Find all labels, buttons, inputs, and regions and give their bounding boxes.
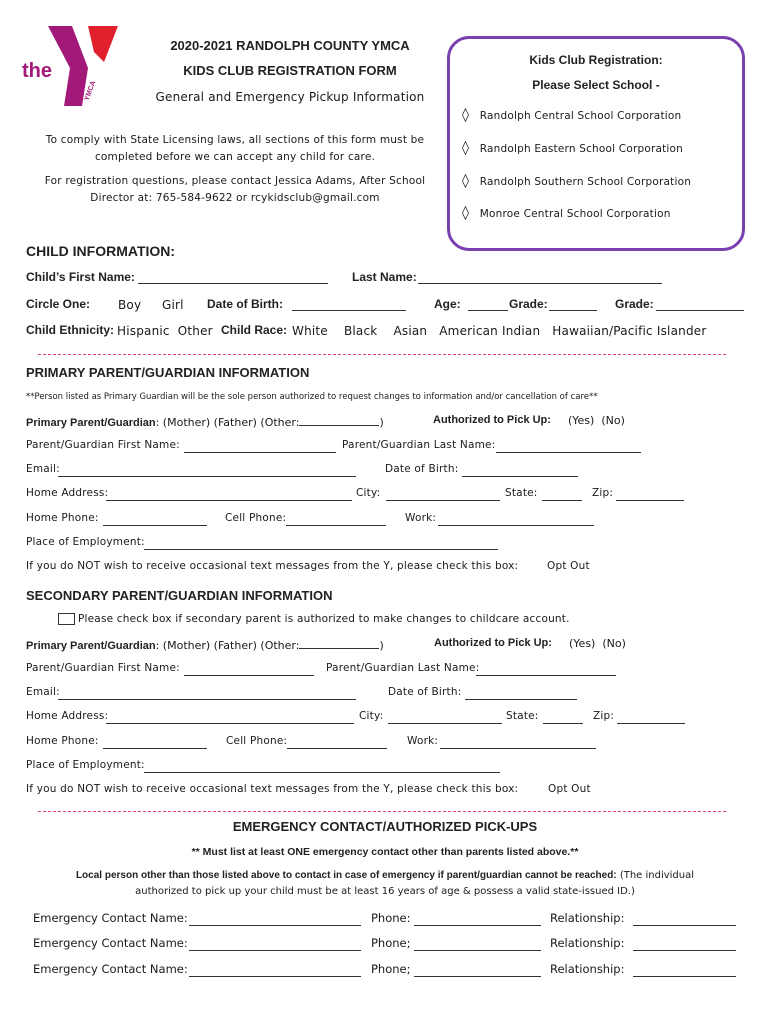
secondary-home-phone-label: Home Phone:: [26, 735, 99, 747]
child-first-name-field[interactable]: [138, 272, 328, 284]
child-first-name-label: Child’s First Name:: [26, 270, 135, 284]
ethnicity-options[interactable]: Hispanic Other: [117, 324, 213, 338]
diamond-icon: ◊: [462, 107, 470, 123]
child-grade2-field[interactable]: [656, 299, 744, 311]
emergency-name-label: Emergency Contact Name:: [33, 962, 188, 976]
primary-first-name-label: Parent/Guardian First Name:: [26, 439, 180, 451]
secondary-email-field[interactable]: [58, 688, 356, 700]
emergency-phone-label: Phone;: [371, 962, 411, 976]
secondary-auth-checkbox[interactable]: [58, 613, 75, 625]
emergency-name-field[interactable]: [189, 939, 361, 951]
child-dob-label: Date of Birth:: [207, 297, 283, 311]
diamond-icon: ◊: [462, 173, 470, 189]
secondary-state-label: State:: [506, 710, 539, 722]
child-last-name-label: Last Name:: [352, 270, 417, 284]
secondary-employment-label: Place of Employment:: [26, 759, 145, 771]
emergency-rel-field[interactable]: [633, 914, 736, 926]
emergency-local-note-2: authorized to pick up your child must be at least 16 years of age & possess a valid state-issued ID.): [135, 886, 635, 897]
emergency-row: [33, 911, 188, 925]
guardian-options[interactable]: : (Mother) (Father) (Other:: [155, 416, 300, 429]
secondary-auth-options[interactable]: (Yes) (No): [569, 637, 626, 650]
child-grade-label: Grade:: [509, 297, 548, 311]
contact-line: Director at: 765-584-9622 or rcykidsclub@gmail.com: [90, 192, 380, 204]
primary-home-phone-label: Home Phone:: [26, 512, 99, 524]
school-box-title: Kids Club Registration:: [529, 53, 663, 67]
primary-dob-field[interactable]: [462, 465, 578, 477]
emergency-name-field[interactable]: [189, 914, 361, 926]
child-age-field[interactable]: [468, 299, 508, 311]
primary-last-name-field[interactable]: [496, 441, 641, 453]
emergency-phone-label: Phone:: [371, 911, 411, 925]
child-dob-field[interactable]: [292, 299, 406, 311]
section-divider: [38, 354, 726, 355]
secondary-address-label: Home Address:: [26, 710, 109, 722]
emergency-row: [33, 962, 188, 976]
primary-address-label: Home Address:: [26, 487, 109, 499]
secondary-check-note: Please check box if secondary parent is authorized to make changes to childcare account.: [78, 613, 570, 625]
primary-employment-field[interactable]: [144, 538, 498, 550]
secondary-text-opt: If you do NOT wish to receive occasional text messages from the Y, please check this box:: [26, 783, 519, 795]
emergency-phone-label: Phone;: [371, 936, 411, 950]
secondary-last-name-field[interactable]: [476, 664, 616, 676]
secondary-auth-label: Authorized to Pick Up:: [434, 637, 552, 649]
secondary-first-name-label: Parent/Guardian First Name:: [26, 662, 180, 674]
auth-pickup-options[interactable]: (Yes) (No): [568, 414, 625, 427]
school-option-label: Monroe Central School Corporation: [479, 208, 671, 220]
diamond-icon: ◊: [462, 140, 470, 156]
primary-work-label: Work:: [405, 512, 437, 524]
primary-opt-out[interactable]: Opt Out: [547, 560, 590, 572]
contact-line: For registration questions, please contact Jessica Adams, After School: [44, 175, 426, 187]
emergency-row: [33, 936, 188, 950]
primary-state-label: State:: [505, 487, 538, 499]
ethnicity-label: Child Ethnicity:: [26, 323, 114, 337]
primary-first-name-field[interactable]: [184, 441, 336, 453]
primary-zip-field[interactable]: [616, 489, 684, 501]
emergency-rel-label: Relationship:: [550, 936, 625, 950]
emergency-local-rest: (The individual: [616, 870, 695, 881]
primary-zip-label: Zip:: [592, 487, 614, 499]
primary-city-field[interactable]: [386, 489, 500, 501]
school-option-label: Randolph Southern School Corporation: [479, 176, 692, 188]
secondary-city-label: City:: [359, 710, 384, 722]
primary-employment-label: Place of Employment:: [26, 536, 145, 548]
primary-city-label: City:: [356, 487, 381, 499]
primary-cell-field[interactable]: [286, 514, 386, 526]
child-grade-field[interactable]: [549, 299, 597, 311]
child-grade2-label: Grade:: [615, 297, 654, 311]
secondary-opt-out[interactable]: Opt Out: [548, 783, 591, 795]
primary-last-name-label: Parent/Guardian Last Name:: [342, 439, 496, 451]
secondary-home-phone-field[interactable]: [103, 737, 207, 749]
secondary-cell-label: Cell Phone:: [226, 735, 288, 747]
primary-text-opt: If you do NOT wish to receive occasional text messages from the Y, please check this box:: [26, 560, 519, 572]
emergency-phone-field[interactable]: [414, 914, 541, 926]
secondary-email-label: Email:: [26, 686, 60, 698]
secondary-guardian-label: Primary Parent/Guardian: [26, 640, 156, 652]
school-option[interactable]: [462, 205, 671, 221]
emergency-local-note: [0, 870, 770, 881]
school-box-subtitle: Please Select School -: [532, 78, 660, 92]
secondary-employment-field[interactable]: [144, 761, 500, 773]
primary-work-field[interactable]: [438, 514, 594, 526]
secondary-zip-field[interactable]: [617, 712, 685, 724]
emergency-name-field[interactable]: [189, 965, 361, 977]
primary-heading: PRIMARY PARENT/GUARDIAN INFORMATION: [26, 365, 310, 380]
diamond-icon: ◊: [462, 205, 470, 221]
primary-guardian-row: Primary Parent/Guardian: (Mother) (Father) (Other: ): [26, 416, 384, 429]
child-last-name-field[interactable]: [418, 272, 662, 284]
emergency-rel-label: Relationship:: [550, 962, 625, 976]
notice-line: completed before we can accept any child for care.: [94, 151, 376, 163]
primary-email-field[interactable]: [58, 465, 356, 477]
notice-line: To comply with State Licensing laws, all sections of this form must be: [45, 134, 425, 146]
gender-girl[interactable]: Girl: [162, 298, 184, 312]
secondary-dob-field[interactable]: [465, 688, 577, 700]
emergency-phone-field[interactable]: [414, 965, 541, 977]
primary-dob-label: Date of Birth:: [385, 463, 459, 475]
race-label: Child Race:: [221, 323, 288, 337]
secondary-state-field[interactable]: [543, 712, 583, 724]
secondary-heading: SECONDARY PARENT/GUARDIAN INFORMATION: [26, 588, 333, 603]
primary-state-field[interactable]: [542, 489, 582, 501]
secondary-work-field[interactable]: [440, 737, 596, 749]
secondary-dob-label: Date of Birth:: [388, 686, 462, 698]
school-option[interactable]: [462, 107, 681, 123]
primary-note: **Person listed as Primary Guardian will be the sole person authorized to request changes to information and/or cancellation of care**: [26, 392, 598, 402]
secondary-first-name-field[interactable]: [184, 664, 314, 676]
other-field[interactable]: [299, 637, 379, 649]
secondary-guardian-row: Primary Parent/Guardian: (Mother) (Father) (Other: ): [26, 639, 384, 652]
emergency-local-bold: Local person other than those listed above to contact in case of emergency if parent/guardian cannot be reached:: [75, 870, 617, 881]
ymca-logo: [20, 22, 124, 108]
primary-home-phone-field[interactable]: [103, 514, 207, 526]
secondary-city-field[interactable]: [388, 712, 502, 724]
school-option[interactable]: [462, 140, 683, 156]
other-field[interactable]: [299, 414, 379, 426]
emergency-rel-field[interactable]: [633, 939, 736, 951]
school-option-label: Randolph Central School Corporation: [479, 110, 682, 122]
header-info: General and Emergency Pickup Information: [155, 90, 425, 104]
secondary-last-name-label: Parent/Guardian Last Name:: [326, 662, 480, 674]
child-age-label: Age:: [434, 297, 461, 311]
emergency-rel-label: Relationship:: [550, 911, 625, 925]
emergency-must-note: ** Must list at least ONE emergency contact other than parents listed above.**: [191, 846, 579, 858]
emergency-rel-field[interactable]: [633, 965, 736, 977]
secondary-work-label: Work:: [407, 735, 439, 747]
emergency-name-label: Emergency Contact Name:: [33, 911, 188, 925]
primary-address-field[interactable]: [106, 489, 352, 501]
secondary-cell-field[interactable]: [287, 737, 387, 749]
guardian-options[interactable]: : (Mother) (Father) (Other:: [155, 639, 300, 652]
school-option[interactable]: [462, 173, 691, 189]
secondary-check-row: [58, 613, 570, 625]
emergency-heading: EMERGENCY CONTACT/AUTHORIZED PICK-UPS: [232, 819, 538, 834]
gender-boy[interactable]: Boy: [118, 298, 142, 312]
primary-cell-label: Cell Phone:: [225, 512, 287, 524]
school-option-label: Randolph Eastern School Corporation: [479, 143, 684, 155]
primary-guardian-label: Primary Parent/Guardian: [26, 417, 156, 429]
race-options[interactable]: White Black Asian American Indian Hawaiian/Pacific Islander: [292, 324, 707, 338]
header-title: 2020-2021 RANDOLPH COUNTY YMCA: [170, 38, 410, 53]
section-divider: [38, 811, 726, 812]
svg-text:YMCA: YMCA: [83, 80, 98, 102]
emergency-name-label: Emergency Contact Name:: [33, 936, 188, 950]
secondary-zip-label: Zip:: [593, 710, 615, 722]
child-heading: CHILD INFORMATION:: [26, 243, 176, 259]
auth-pickup-label: Authorized to Pick Up:: [433, 414, 551, 426]
circle-one-label: Circle One:: [26, 297, 91, 311]
secondary-address-field[interactable]: [106, 712, 354, 724]
emergency-phone-field[interactable]: [414, 939, 541, 951]
header-subtitle: KIDS CLUB REGISTRATION FORM: [183, 63, 397, 78]
primary-email-label: Email:: [26, 463, 60, 475]
logo-text: the: [22, 60, 52, 82]
